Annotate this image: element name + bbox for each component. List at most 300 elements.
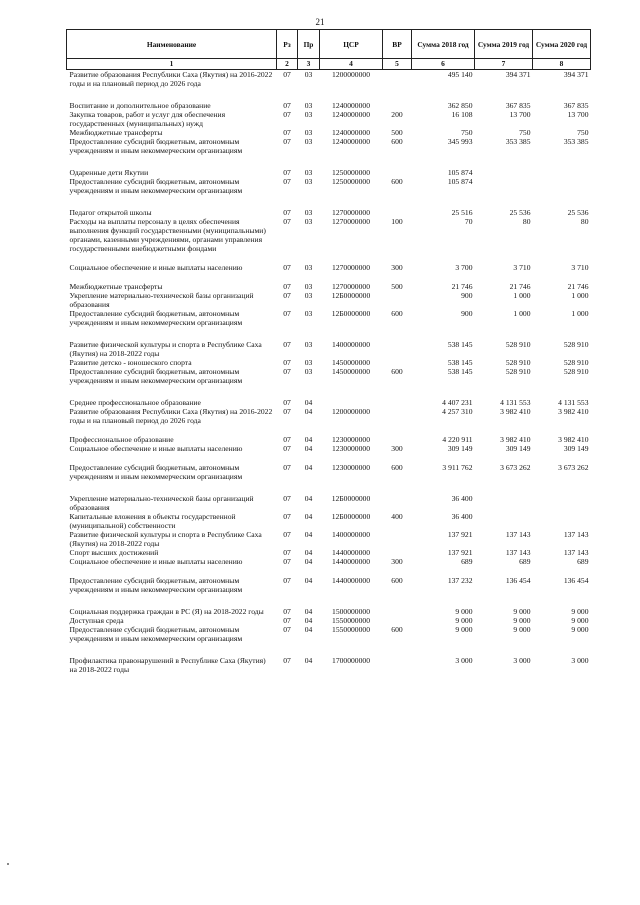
row-sum-2019: 3 000: [513, 656, 531, 665]
header-rz: Рз: [277, 30, 298, 59]
row-sum-2019: [475, 168, 533, 177]
row-sum-2020: 3 000: [571, 656, 589, 665]
column-number: 5: [383, 59, 412, 70]
column-number: 3: [298, 59, 320, 70]
row-pr: 03: [304, 358, 313, 367]
row-rz: 07: [283, 494, 291, 503]
spacer-cell: [67, 643, 591, 656]
table-row: [67, 177, 591, 195]
row-csr: 1550000000: [332, 625, 370, 634]
table-row: [67, 625, 591, 643]
row-sum-2018: 21 746: [451, 282, 473, 291]
spacer-row: [67, 253, 591, 263]
table-row: [67, 340, 591, 358]
row-name: Предоставление субсидий бюджетным, автономным учреждениям и иным некоммерческим организациям: [69, 309, 243, 327]
row-rz: 07: [283, 625, 291, 634]
row-pr: 03: [304, 177, 313, 186]
row-name: Профилактика правонарушений в Республике Саха (Якутия) на 2018-2022 годы: [69, 656, 266, 674]
row-sum-2018: 538 145: [447, 358, 473, 367]
row-rz: 07: [283, 548, 291, 557]
spacer-row: [67, 594, 591, 607]
row-sum-2019: 80: [522, 217, 531, 226]
spacer-cell: [67, 566, 591, 576]
row-sum-2018: 900: [461, 309, 473, 318]
row-vr: [383, 407, 412, 425]
row-name: Капитальные вложения в объекты государственной (муниципальной) собственности: [69, 512, 236, 530]
row-vr: [383, 656, 412, 674]
row-sum-2018: 495 140: [447, 70, 473, 79]
spacer-cell: [67, 195, 591, 208]
row-sum-2019: 309 149: [505, 444, 531, 453]
row-name: Предоставление субсидий бюджетным, автономным учреждениям и иным некоммерческим организациям: [69, 137, 243, 155]
row-rz: 07: [283, 435, 291, 444]
row-csr: 1450000000: [332, 367, 370, 376]
row-sum-2018: 9 000: [455, 625, 473, 634]
row-rz: 07: [283, 70, 291, 79]
row-rz: 07: [283, 101, 291, 110]
row-sum-2018: 9 000: [455, 616, 473, 625]
row-rz: 07: [283, 407, 291, 416]
row-sum-2019: 3 982 410: [500, 435, 531, 444]
row-name: Социальное обеспечение и иные выплаты населению: [69, 263, 243, 272]
row-sum-2018: 4 257 310: [442, 407, 473, 416]
row-csr: 1230000000: [332, 444, 370, 453]
row-sum-2019: 528 910: [505, 367, 531, 376]
row-name: Социальное обеспечение и иные выплаты населению: [69, 557, 243, 566]
row-sum-2019: 1 000: [513, 309, 531, 318]
row-name: Закупка товаров, работ и услуг для обеспечения государственных (муниципальных) нужд: [69, 110, 226, 128]
row-vr: 200: [391, 110, 403, 119]
row-csr: 1270000000: [332, 282, 370, 291]
row-sum-2018: 689: [461, 557, 473, 566]
row-pr: 04: [304, 625, 313, 634]
row-vr: 600: [391, 137, 403, 146]
row-sum-2018: 362 850: [447, 101, 473, 110]
spacer-cell: [67, 88, 591, 101]
row-csr: [320, 398, 383, 407]
row-csr: 1440000000: [332, 576, 370, 585]
row-pr: 03: [304, 168, 313, 177]
row-csr: 1200000000: [332, 70, 370, 79]
row-sum-2020: 528 910: [563, 340, 589, 349]
row-rz: 07: [283, 576, 291, 585]
row-sum-2020: 25 536: [567, 208, 589, 217]
spacer-cell: [67, 155, 591, 168]
column-number: 7: [475, 59, 533, 70]
row-name: Доступная среда: [69, 616, 124, 625]
row-csr: 1240000000: [332, 110, 370, 119]
column-number: 8: [533, 59, 591, 70]
spacer-row: [67, 481, 591, 494]
row-sum-2020: 1 000: [571, 309, 589, 318]
row-name: Воспитание и дополнительное образование: [69, 101, 211, 110]
row-sum-2020: 9 000: [571, 616, 589, 625]
row-csr: 1270000000: [332, 263, 370, 272]
column-number: 1: [67, 59, 277, 70]
row-name: Предоставление субсидий бюджетным, автономным учреждениям и иным некоммерческим организациям: [69, 463, 243, 481]
row-sum-2020: [533, 512, 591, 530]
table-row: [67, 367, 591, 385]
spacer-cell: [67, 453, 591, 463]
row-sum-2019: 9 000: [513, 625, 531, 634]
row-csr: 1270000000: [332, 217, 370, 226]
row-pr: 03: [304, 340, 313, 349]
row-sum-2019: 353 385: [505, 137, 531, 146]
row-sum-2019: 1 000: [513, 291, 531, 300]
row-rz: 07: [283, 177, 291, 186]
row-vr: 100: [391, 217, 403, 226]
spacer-cell: [67, 327, 591, 340]
row-sum-2019: 528 910: [505, 340, 531, 349]
row-rz: 07: [283, 282, 291, 291]
row-sum-2019: 136 454: [505, 576, 531, 585]
row-sum-2018: 4 220 911: [442, 435, 473, 444]
spacer-row: [67, 566, 591, 576]
row-sum-2020: 3 982 410: [558, 435, 589, 444]
table-row: [67, 616, 591, 625]
row-vr: [383, 616, 412, 625]
row-pr: 03: [304, 263, 313, 272]
column-number-row: [67, 59, 591, 70]
row-sum-2018: 4 407 231: [442, 398, 473, 407]
spacer-row: [67, 385, 591, 398]
row-rz: 07: [283, 128, 291, 137]
row-vr: [383, 398, 412, 407]
row-sum-2020: 528 910: [563, 358, 589, 367]
spacer-row: [67, 453, 591, 463]
row-csr: 1550000000: [332, 616, 370, 625]
row-sum-2020: 528 910: [563, 367, 589, 376]
row-name: Развитие физической культуры и спорта в Республике Саха (Якутия) на 2018-2022 годы: [69, 340, 262, 358]
table-row: [67, 358, 591, 367]
row-pr: 04: [304, 656, 313, 665]
row-sum-2018: 9 000: [455, 607, 473, 616]
row-csr: 1240000000: [332, 101, 370, 110]
row-name: Расходы на выплаты персоналу в целях обеспечения выполнения функций государственными (муниципальными) органами, казенными учреждениями, органами управления государственными внебюджетными фондами: [69, 217, 266, 253]
spacer-cell: [67, 253, 591, 263]
row-csr: 1230000000: [332, 435, 370, 444]
row-sum-2018: 3 911 762: [442, 463, 473, 472]
row-pr: 04: [304, 548, 313, 557]
row-pr: 04: [304, 616, 313, 625]
row-sum-2020: [533, 494, 591, 512]
row-pr: 04: [304, 557, 313, 566]
row-name: Предоставление субсидий бюджетным, автономным учреждениям и иным некоммерческим организациям: [69, 367, 243, 385]
spacer-cell: [67, 272, 591, 282]
row-sum-2020: 9 000: [571, 607, 589, 616]
row-sum-2018: 345 993: [447, 137, 473, 146]
row-sum-2020: 9 000: [571, 625, 589, 634]
row-sum-2019: 137 143: [505, 530, 531, 539]
table-row: [67, 137, 591, 155]
header-vr: ВР: [383, 30, 412, 59]
row-sum-2018: 538 145: [447, 340, 473, 349]
table-row: [67, 444, 591, 453]
row-sum-2020: 689: [577, 557, 589, 566]
row-sum-2019: [475, 512, 533, 530]
row-name: Профессиональное образование: [69, 435, 174, 444]
table-row: [67, 208, 591, 217]
row-sum-2020: 309 149: [563, 444, 589, 453]
row-sum-2018: 70: [464, 217, 473, 226]
row-pr: 03: [304, 208, 313, 217]
row-pr: 04: [304, 398, 313, 407]
spacer-row: [67, 88, 591, 101]
table-row: [67, 110, 591, 128]
row-rz: 07: [283, 340, 291, 349]
row-rz: 07: [283, 463, 291, 472]
row-sum-2020: 1 000: [571, 291, 589, 300]
header-sum-2019: Сумма 2019 год: [475, 30, 533, 59]
row-name: Социальная поддержка граждан в РС (Я) на 2018-2022 годы: [69, 607, 264, 616]
budget-table: [66, 29, 591, 674]
row-sum-2018: 750: [461, 128, 473, 137]
row-sum-2020: 80: [580, 217, 589, 226]
row-pr: 04: [304, 530, 313, 539]
row-sum-2019: 9 000: [513, 616, 531, 625]
row-csr: 1230000000: [332, 463, 370, 472]
row-sum-2020: 750: [577, 128, 589, 137]
row-pr: 03: [304, 70, 313, 79]
row-sum-2019: 394 371: [505, 70, 531, 79]
row-name: Предоставление субсидий бюджетным, автономным учреждениям и иным некоммерческим организациям: [69, 576, 243, 594]
row-vr: [383, 435, 412, 444]
table-row: [67, 548, 591, 557]
row-pr: 03: [304, 101, 313, 110]
table-row: [67, 282, 591, 291]
row-vr: 300: [391, 444, 403, 453]
spacer-cell: [67, 425, 591, 435]
row-pr: 04: [304, 576, 313, 585]
header-row: [67, 30, 591, 59]
row-pr: 04: [304, 407, 313, 416]
table-row: [67, 128, 591, 137]
row-sum-2020: 21 746: [567, 282, 589, 291]
row-csr: 1240000000: [332, 137, 370, 146]
row-csr: 1440000000: [332, 557, 370, 566]
spacer-row: [67, 195, 591, 208]
row-name: Межбюджетные трансферты: [69, 282, 163, 291]
row-vr: [383, 494, 412, 512]
row-sum-2019: 3 710: [513, 263, 531, 272]
row-rz: 07: [283, 168, 291, 177]
row-sum-2019: [475, 494, 533, 512]
row-csr: 1440000000: [332, 548, 370, 557]
row-name: Развитие детско - юношеского спорта: [69, 358, 192, 367]
header-pr: Пр: [298, 30, 320, 59]
scan-mark: [7, 863, 9, 865]
row-pr: 03: [304, 291, 313, 300]
row-csr: 1500000000: [332, 607, 370, 616]
row-csr: 1240000000: [332, 128, 370, 137]
row-vr: [383, 340, 412, 358]
row-name: Одаренные дети Якутии: [69, 168, 149, 177]
row-vr: [383, 168, 412, 177]
row-sum-2018: 16 108: [451, 110, 473, 119]
row-sum-2018: 3 000: [455, 656, 473, 665]
row-sum-2019: 367 835: [505, 101, 531, 110]
row-csr: 12Б0000000: [331, 291, 371, 300]
row-csr: 1450000000: [332, 358, 370, 367]
row-vr: [383, 70, 412, 89]
row-sum-2020: [533, 168, 591, 177]
row-sum-2019: 528 910: [505, 358, 531, 367]
row-sum-2018: 309 149: [447, 444, 473, 453]
spacer-row: [67, 425, 591, 435]
row-rz: 07: [283, 208, 291, 217]
row-sum-2018: 137 921: [447, 530, 473, 539]
row-name: Социальное обеспечение и иные выплаты населению: [69, 444, 243, 453]
row-sum-2020: 137 143: [563, 548, 589, 557]
row-rz: 07: [283, 309, 291, 318]
row-sum-2019: 750: [519, 128, 531, 137]
row-vr: 600: [391, 367, 403, 376]
header-csr: ЦСР: [320, 30, 383, 59]
column-number: 2: [277, 59, 298, 70]
row-rz: 07: [283, 291, 291, 300]
row-name: Укрепление материально-технической базы организаций образования: [69, 291, 254, 309]
row-csr: 1400000000: [332, 530, 370, 539]
row-sum-2019: 689: [519, 557, 531, 566]
row-vr: [383, 607, 412, 616]
table-body: [67, 70, 591, 675]
row-sum-2018: 36 400: [451, 494, 473, 503]
table-row: [67, 607, 591, 616]
column-number: 4: [320, 59, 383, 70]
row-vr: 300: [391, 557, 403, 566]
row-vr: 600: [391, 625, 403, 634]
row-rz: 07: [283, 263, 291, 272]
row-sum-2019: [475, 177, 533, 195]
row-sum-2018: 900: [461, 291, 473, 300]
row-sum-2019: 25 536: [509, 208, 531, 217]
row-rz: 07: [283, 607, 291, 616]
row-pr: 03: [304, 282, 313, 291]
table-row: [67, 217, 591, 253]
spacer-row: [67, 155, 591, 168]
row-rz: 07: [283, 557, 291, 566]
row-rz: 07: [283, 444, 291, 453]
row-vr: 600: [391, 463, 403, 472]
row-sum-2020: 137 143: [563, 530, 589, 539]
row-name: Межбюджетные трансферты: [69, 128, 163, 137]
page-number: 21: [315, 17, 325, 27]
table-row: [67, 530, 591, 548]
spacer-cell: [67, 594, 591, 607]
row-sum-2018: 25 516: [451, 208, 473, 217]
row-pr: 03: [304, 367, 313, 376]
row-sum-2019: 4 131 553: [500, 398, 531, 407]
row-sum-2020: [533, 177, 591, 195]
table-row: [67, 656, 591, 674]
row-sum-2020: 4 131 553: [558, 398, 589, 407]
spacer-cell: [67, 385, 591, 398]
row-name: Развитие образования Республики Саха (Якутия) на 2016-2022 годы и на плановый период до 2026 года: [69, 407, 273, 425]
row-vr: 600: [391, 309, 403, 318]
row-pr: 04: [304, 512, 313, 521]
row-pr: 04: [304, 607, 313, 616]
row-pr: 04: [304, 463, 313, 472]
row-sum-2018: 36 400: [451, 512, 473, 521]
row-sum-2019: 9 000: [513, 607, 531, 616]
row-vr: [383, 101, 412, 110]
row-sum-2020: 3 710: [571, 263, 589, 272]
row-name: Предоставление субсидий бюджетным, автономным учреждениям и иным некоммерческим организациям: [69, 625, 243, 643]
row-csr: 12Б0000000: [331, 494, 371, 503]
row-vr: [383, 291, 412, 309]
row-csr: 12Б0000000: [331, 512, 371, 521]
row-csr: 1250000000: [332, 168, 370, 177]
row-sum-2018: 105 874: [447, 177, 473, 186]
header-sum-2018: Сумма 2018 год: [412, 30, 475, 59]
row-sum-2020: 367 835: [563, 101, 589, 110]
row-rz: 07: [283, 512, 291, 521]
row-pr: 04: [304, 435, 313, 444]
spacer-cell: [67, 481, 591, 494]
row-sum-2020: 3 673 262: [558, 463, 589, 472]
row-rz: 07: [283, 656, 291, 665]
row-sum-2018: 538 145: [447, 367, 473, 376]
table-row: [67, 291, 591, 309]
table-row: [67, 101, 591, 110]
row-sum-2020: 3 982 410: [558, 407, 589, 416]
spacer-row: [67, 272, 591, 282]
table-row: [67, 463, 591, 481]
table-row: [67, 407, 591, 425]
row-csr: 1200000000: [332, 407, 370, 416]
row-csr: 1250000000: [332, 177, 370, 186]
table-row: [67, 309, 591, 327]
row-csr: 1400000000: [332, 340, 370, 349]
row-vr: [383, 530, 412, 548]
row-sum-2020: 13 700: [567, 110, 589, 119]
row-name: Развитие образования Республики Саха (Якутия) на 2016-2022 годы и на плановый период до 2026 года: [69, 70, 273, 88]
row-rz: 07: [283, 616, 291, 625]
row-name: Укрепление материально-технической базы организаций образования: [69, 494, 254, 512]
row-csr: 1270000000: [332, 208, 370, 217]
row-pr: 03: [304, 137, 313, 146]
row-pr: 04: [304, 494, 313, 503]
table-row: [67, 512, 591, 530]
row-sum-2020: 394 371: [563, 70, 589, 79]
header-name: Наименование: [67, 30, 277, 59]
row-csr: 1700000000: [332, 656, 370, 665]
table-row: [67, 398, 591, 407]
row-sum-2019: 137 143: [505, 548, 531, 557]
table-row: [67, 168, 591, 177]
row-pr: 03: [304, 217, 313, 226]
spacer-row: [67, 327, 591, 340]
table-row: [67, 263, 591, 272]
row-pr: 03: [304, 110, 313, 119]
row-sum-2019: 3 673 262: [500, 463, 531, 472]
row-vr: [383, 208, 412, 217]
row-name: Педагог открытой школы: [69, 208, 152, 217]
row-sum-2018: 137 232: [447, 576, 473, 585]
row-sum-2019: 21 746: [509, 282, 531, 291]
table-row: [67, 576, 591, 594]
row-vr: 500: [391, 128, 403, 137]
row-rz: 07: [283, 358, 291, 367]
row-name: Спорт высших достижений: [69, 548, 159, 557]
row-sum-2020: 136 454: [563, 576, 589, 585]
row-vr: 300: [391, 263, 403, 272]
row-vr: [383, 358, 412, 367]
spacer-row: [67, 643, 591, 656]
row-rz: 07: [283, 137, 291, 146]
row-sum-2018: 137 921: [447, 548, 473, 557]
row-vr: [383, 548, 412, 557]
